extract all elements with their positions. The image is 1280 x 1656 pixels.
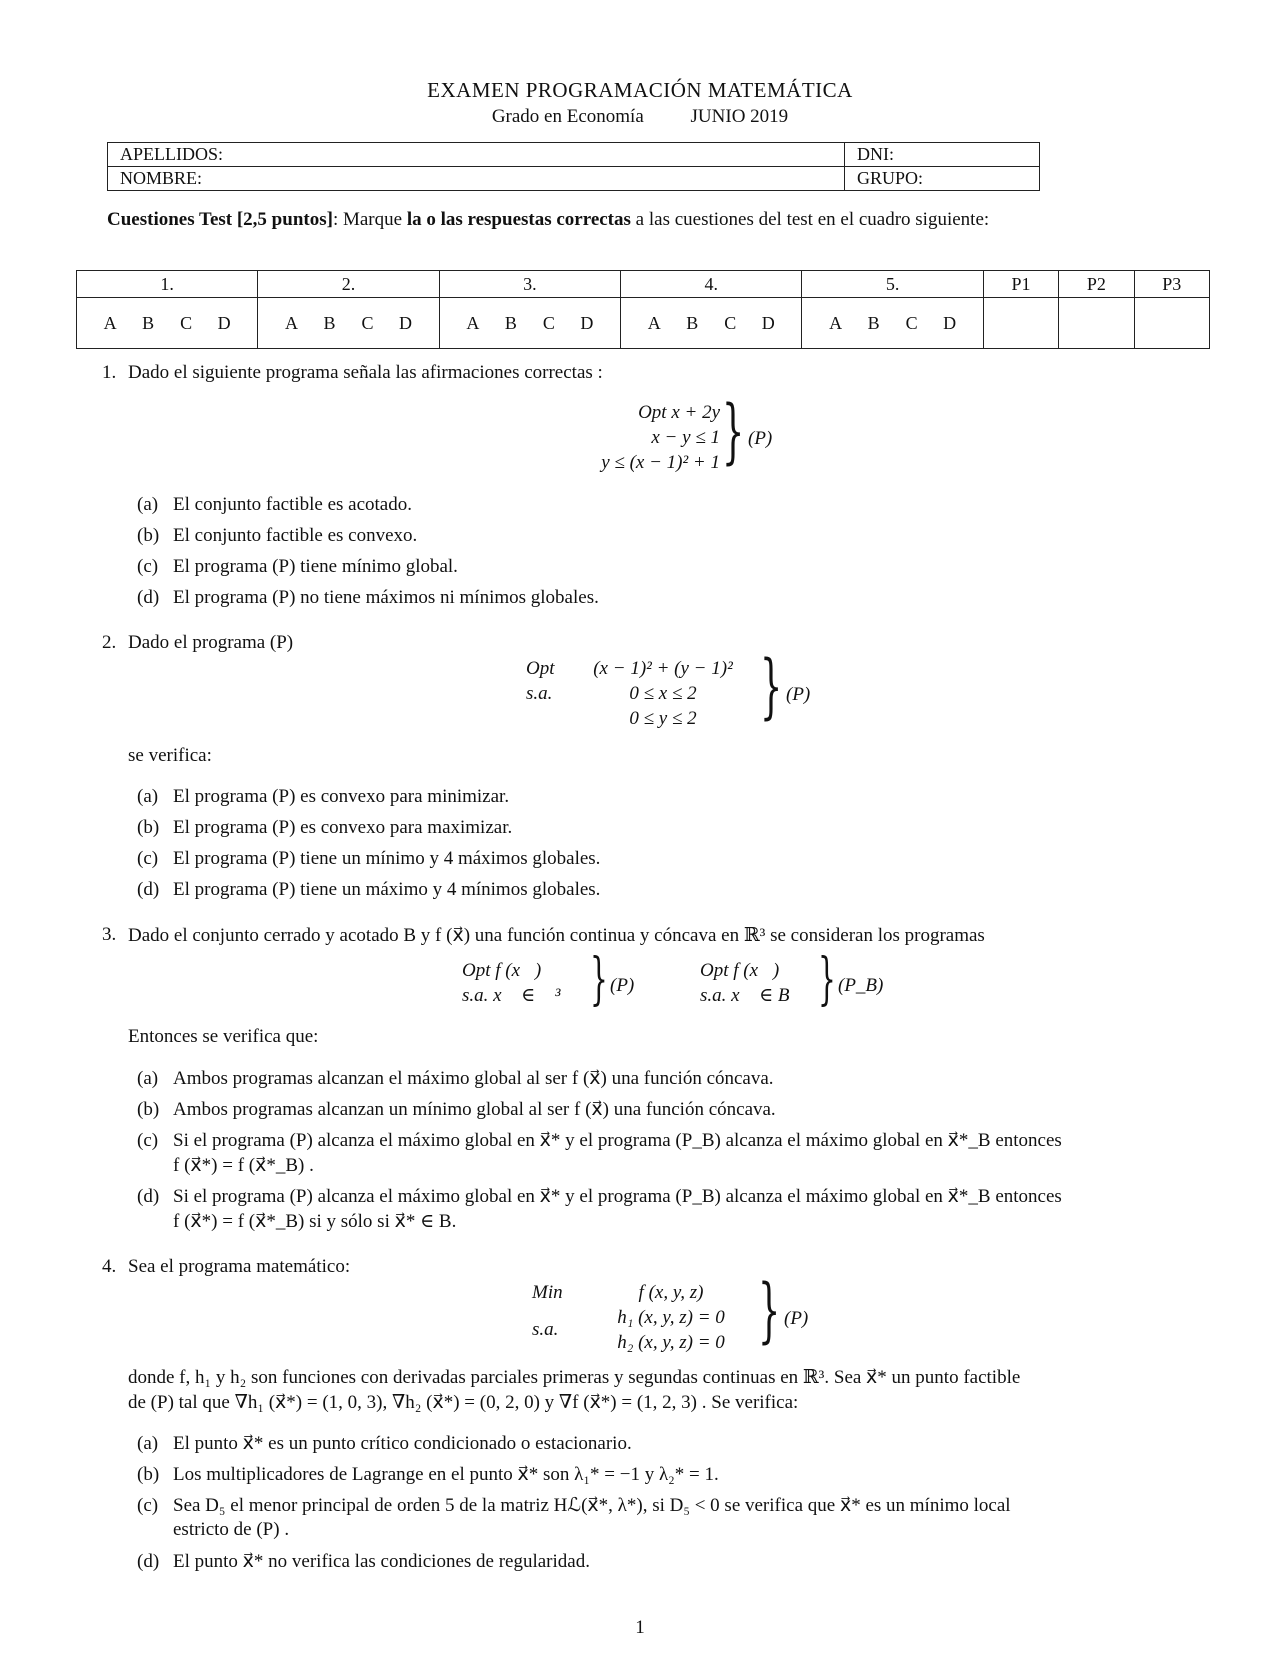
test-instructions: Cuestiones Test [2,5 puntos]: Marque la o las respuestas correctas a las cuestiones del test en el cuadro siguiente:	[107, 209, 990, 230]
answer-options-cell[interactable]: A B C D	[802, 298, 983, 349]
answer-options-cell[interactable]: A B C D	[258, 298, 439, 349]
option-item: (d) El punto x⃗* no verifica las condiciones de regularidad.	[137, 1551, 590, 1572]
dni-field: DNI:	[845, 143, 1040, 167]
option-item: (b) Ambos programas alcanzan un mínimo global al ser f (x⃗) una función cóncava.	[137, 1099, 776, 1120]
option-item: (a) Ambos programas alcanzan el máximo global al ser f (x⃗) una función cóncava.	[137, 1068, 774, 1089]
right-brace: }	[722, 390, 745, 472]
option-item-continued: estricto de (P) .	[173, 1519, 290, 1540]
answer-header: 4.	[621, 271, 802, 298]
program-tag: (P_B)	[838, 975, 884, 996]
answer-grid	[76, 270, 1210, 349]
question-1-program: Opt x + 2y x − y ≤ 1 y ≤ (x − 1)² + 1	[601, 402, 720, 473]
question-2-after: se verifica:	[128, 745, 212, 766]
question-4-after-1: donde f, h₁ y h₂ son funciones con derivadas parciales primeras y segundas continuas en ℝ³. Sea x⃗* un punto factible	[128, 1367, 1021, 1388]
instructions-bold-points: Cuestiones Test [2,5 puntos]	[107, 209, 333, 230]
exam-subtitle	[0, 106, 1280, 128]
option-item: (d) El programa (P) tiene un máximo y 4 mínimos globales.	[137, 879, 601, 900]
answer-options-cell[interactable]: A B C D	[77, 298, 258, 349]
problem-score-cell[interactable]	[1059, 298, 1134, 349]
problem-score-cell[interactable]	[1134, 298, 1209, 349]
question-3-intro: Dado el conjunto cerrado y acotado B y f (x⃗) una función continua y cóncava en ℝ³ se consideran los programas	[128, 925, 985, 946]
answer-header: 5.	[802, 271, 983, 298]
program-tag: (P)	[748, 428, 773, 449]
option-item: (c) El programa (P) tiene mínimo global.	[137, 556, 458, 577]
option-item: (d) Si el programa (P) alcanza el máximo global en x⃗* y el programa (P_B) alcanza el máximo global en x⃗*_B entonces	[137, 1186, 1062, 1207]
right-brace: }	[818, 947, 836, 1012]
question-number: 3.	[102, 924, 117, 945]
option-item: (b) El conjunto factible es convexo.	[137, 525, 418, 546]
name-field: NOMBRE:	[108, 167, 845, 191]
identification-table	[107, 142, 1040, 191]
answer-header: P2	[1059, 271, 1134, 298]
degree-label: Grado en Economía	[491, 106, 644, 127]
program-tag: (P)	[610, 975, 635, 996]
question-2-program-right: (x − 1)² + (y − 1)² 0 ≤ x ≤ 2 0 ≤ y ≤ 2	[593, 658, 733, 729]
question-number: 2.	[102, 632, 117, 653]
answer-header: 1.	[77, 271, 258, 298]
option-item: (c) Sea D₅ el menor principal de orden 5 de la matriz Hℒ(x⃗*, λ*), si D₅ < 0 se verifica que x⃗* es un mínimo local	[137, 1495, 1011, 1516]
program-tag: (P)	[784, 1308, 809, 1329]
problem-score-cell[interactable]	[983, 298, 1058, 349]
option-item: (a) El punto x⃗* es un punto crítico condicionado o estacionario.	[137, 1433, 632, 1454]
option-item-continued: f (x⃗*) = f (x⃗*_B) .	[173, 1155, 314, 1176]
right-brace: }	[758, 1269, 781, 1351]
page-number: 1	[635, 1617, 645, 1638]
question-3-after: Entonces se verifica que:	[128, 1026, 319, 1047]
instructions-bold-correct: la o las respuestas correctas	[406, 209, 631, 230]
question-2-intro: Dado el programa (P)	[128, 632, 294, 653]
question-3-program-b: Opt f (x⃗) s.a. x⃗ ∈ B	[700, 960, 790, 1006]
option-item: (d) El programa (P) no tiene máximos ni mínimos globales.	[137, 587, 599, 608]
option-item: (b) Los multiplicadores de Lagrange en el punto x⃗* son λ₁* = −1 y λ₂* = 1.	[137, 1464, 719, 1485]
surname-field: APELLIDOS:	[108, 143, 845, 167]
answer-options-cell[interactable]: A B C D	[439, 298, 620, 349]
exam-title: EXAMEN PROGRAMACIÓN MATEMÁTICA	[427, 78, 853, 102]
question-4-intro: Sea el programa matemático:	[128, 1256, 351, 1277]
question-4-after-2: de (P) tal que ∇h₁ (x⃗*) = (1, 0, 3), ∇h₂ (x⃗*) = (0, 2, 0) y ∇f (x⃗*) = (1, 2, 3) . Se verifica:	[128, 1392, 799, 1413]
option-item: (c) El programa (P) tiene un mínimo y 4 máximos globales.	[137, 848, 601, 869]
answer-header: 3.	[439, 271, 620, 298]
question-2-program-left: Opt s.a.	[526, 658, 555, 704]
answer-header: 2.	[258, 271, 439, 298]
option-item: (b) El programa (P) es convexo para maximizar.	[137, 817, 513, 838]
right-brace: }	[590, 947, 608, 1012]
question-4-program-right: f (x, y, z) h₁ (x, y, z) = 0 h₂ (x, y, z) = 0	[617, 1282, 725, 1353]
question-4-program-left: Min s.a.	[532, 1282, 563, 1340]
question-number: 1.	[102, 362, 117, 383]
exam-date: JUNIO 2019	[690, 106, 789, 127]
option-item: (a) El programa (P) es convexo para minimizar.	[137, 786, 510, 807]
option-item: (a) El conjunto factible es acotado.	[137, 494, 412, 515]
question-3-program-a: Opt f (x⃗) s.a. x⃗ ∈ ℝ³	[462, 960, 561, 1006]
group-field: GRUPO:	[845, 167, 1040, 191]
answer-options-cell[interactable]: A B C D	[621, 298, 802, 349]
question-number: 4.	[102, 1256, 117, 1277]
answer-header: P1	[983, 271, 1058, 298]
right-brace: }	[760, 645, 783, 727]
program-tag: (P)	[786, 684, 811, 705]
option-item: (c) Si el programa (P) alcanza el máximo global en x⃗* y el programa (P_B) alcanza el máximo global en x⃗*_B entonces	[137, 1130, 1062, 1151]
option-item-continued: f (x⃗*) = f (x⃗*_B) si y sólo si x⃗* ∈ B.	[173, 1211, 457, 1232]
answer-header: P3	[1134, 271, 1209, 298]
question-1-intro: Dado el siguiente programa señala las afirmaciones correctas :	[128, 362, 603, 383]
